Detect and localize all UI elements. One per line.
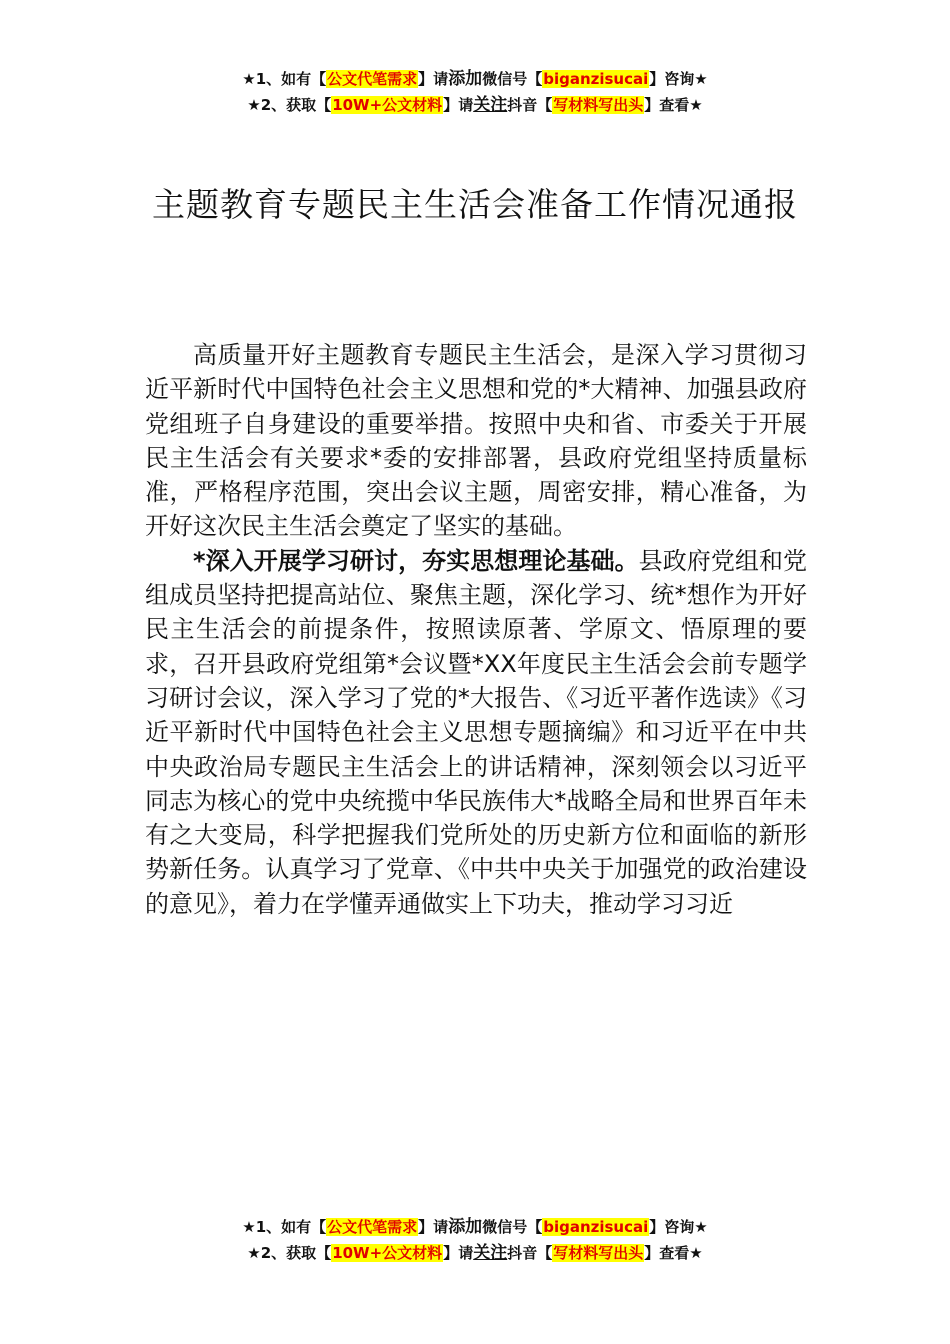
banner-emphasis: 添加 xyxy=(448,1217,483,1237)
banner-text: 】请 xyxy=(418,1218,449,1236)
banner-text: 】查看★ xyxy=(644,96,703,114)
footer-banner xyxy=(0,1214,950,1266)
banner-text: 】请 xyxy=(443,1244,474,1262)
paragraph-body: 县政府党组和党组成员坚持把提高站位、聚焦主题，深化学习、统*想作为开好民主生活会的前提条件，按照读原著、学原文、悟原理的要求，召开县政府党组第*会议暨*XX年度民主生活会会前专题学习研讨会议，深入学习了党的*大报告、《习近平著作选读》《习近平新时代中国特色社会主义思想专题摘编》和习近平在中共中央政治局专题民主生活会上的讲话精神，深刻领会以习近平同志为核心的党中央统揽中华民族伟大*战略全局和世界百年未有之大变局，科学把握我们党所处的历史新方位和面临的新形势新任务。认真学习了党章、《中共中央关于加强党的政治建设的意见》，着力在学懂弄通做实上下功夫，推动学习习近 xyxy=(145,546,808,918)
banner-wechat-id: biganzisucai xyxy=(543,70,649,88)
banner-highlight: 10W+公文材料 xyxy=(332,96,443,114)
banner-emphasis: 关注 xyxy=(473,1243,508,1263)
banner-line-2 xyxy=(0,1240,950,1266)
banner-emphasis: 关注 xyxy=(473,95,508,115)
banner-wechat-id: biganzisucai xyxy=(543,1218,649,1236)
banner-text: 】请 xyxy=(443,96,474,114)
banner-line-1 xyxy=(0,1214,950,1240)
banner-text: 】请 xyxy=(418,70,449,88)
banner-highlight: 10W+公文材料 xyxy=(332,1244,443,1262)
banner-line-1 xyxy=(0,66,950,92)
banner-highlight: 公文代笔需求 xyxy=(327,70,418,88)
banner-text: 抖音【 xyxy=(507,1244,553,1262)
banner-text: ★1、如有【 xyxy=(242,70,327,88)
banner-douyin-id: 写材料写出头 xyxy=(553,96,644,114)
document-title: 主题教育专题民主生活会准备工作情况通报 xyxy=(152,185,798,224)
banner-text: 抖音【 xyxy=(507,96,553,114)
banner-highlight: 公文代笔需求 xyxy=(327,1218,418,1236)
banner-line-2 xyxy=(0,92,950,118)
banner-text: ★2、获取【 xyxy=(247,1244,332,1262)
paragraph-heading: *深入开展学习研讨，夯实思想理论基础。 xyxy=(193,546,639,575)
banner-text: 微信号【 xyxy=(482,70,543,88)
banner-text: 】查看★ xyxy=(644,1244,703,1262)
banner-text: 微信号【 xyxy=(482,1218,543,1236)
paragraph-study xyxy=(145,544,807,921)
header-banner xyxy=(0,66,950,118)
banner-text: 】咨询★ xyxy=(649,70,708,88)
banner-text: 】咨询★ xyxy=(649,1218,708,1236)
banner-emphasis: 添加 xyxy=(448,69,483,89)
banner-text: ★2、获取【 xyxy=(247,96,332,114)
document-body xyxy=(145,338,807,921)
paragraph-intro: 高质量开好主题教育专题民主生活会，是深入学习贯彻习近平新时代中国特色社会主义思想和党的*大精神、加强县政府党组班子自身建设的重要举措。按照中央和省、市委关于开展民主生活会有关要求*委的安排部署，县政府党组坚持质量标准，严格程序范围，突出会议主题，周密安排，精心准备，为开好这次民主生活会奠定了坚实的基础。 xyxy=(145,341,807,541)
banner-douyin-id: 写材料写出头 xyxy=(553,1244,644,1262)
banner-text: ★1、如有【 xyxy=(242,1218,327,1236)
